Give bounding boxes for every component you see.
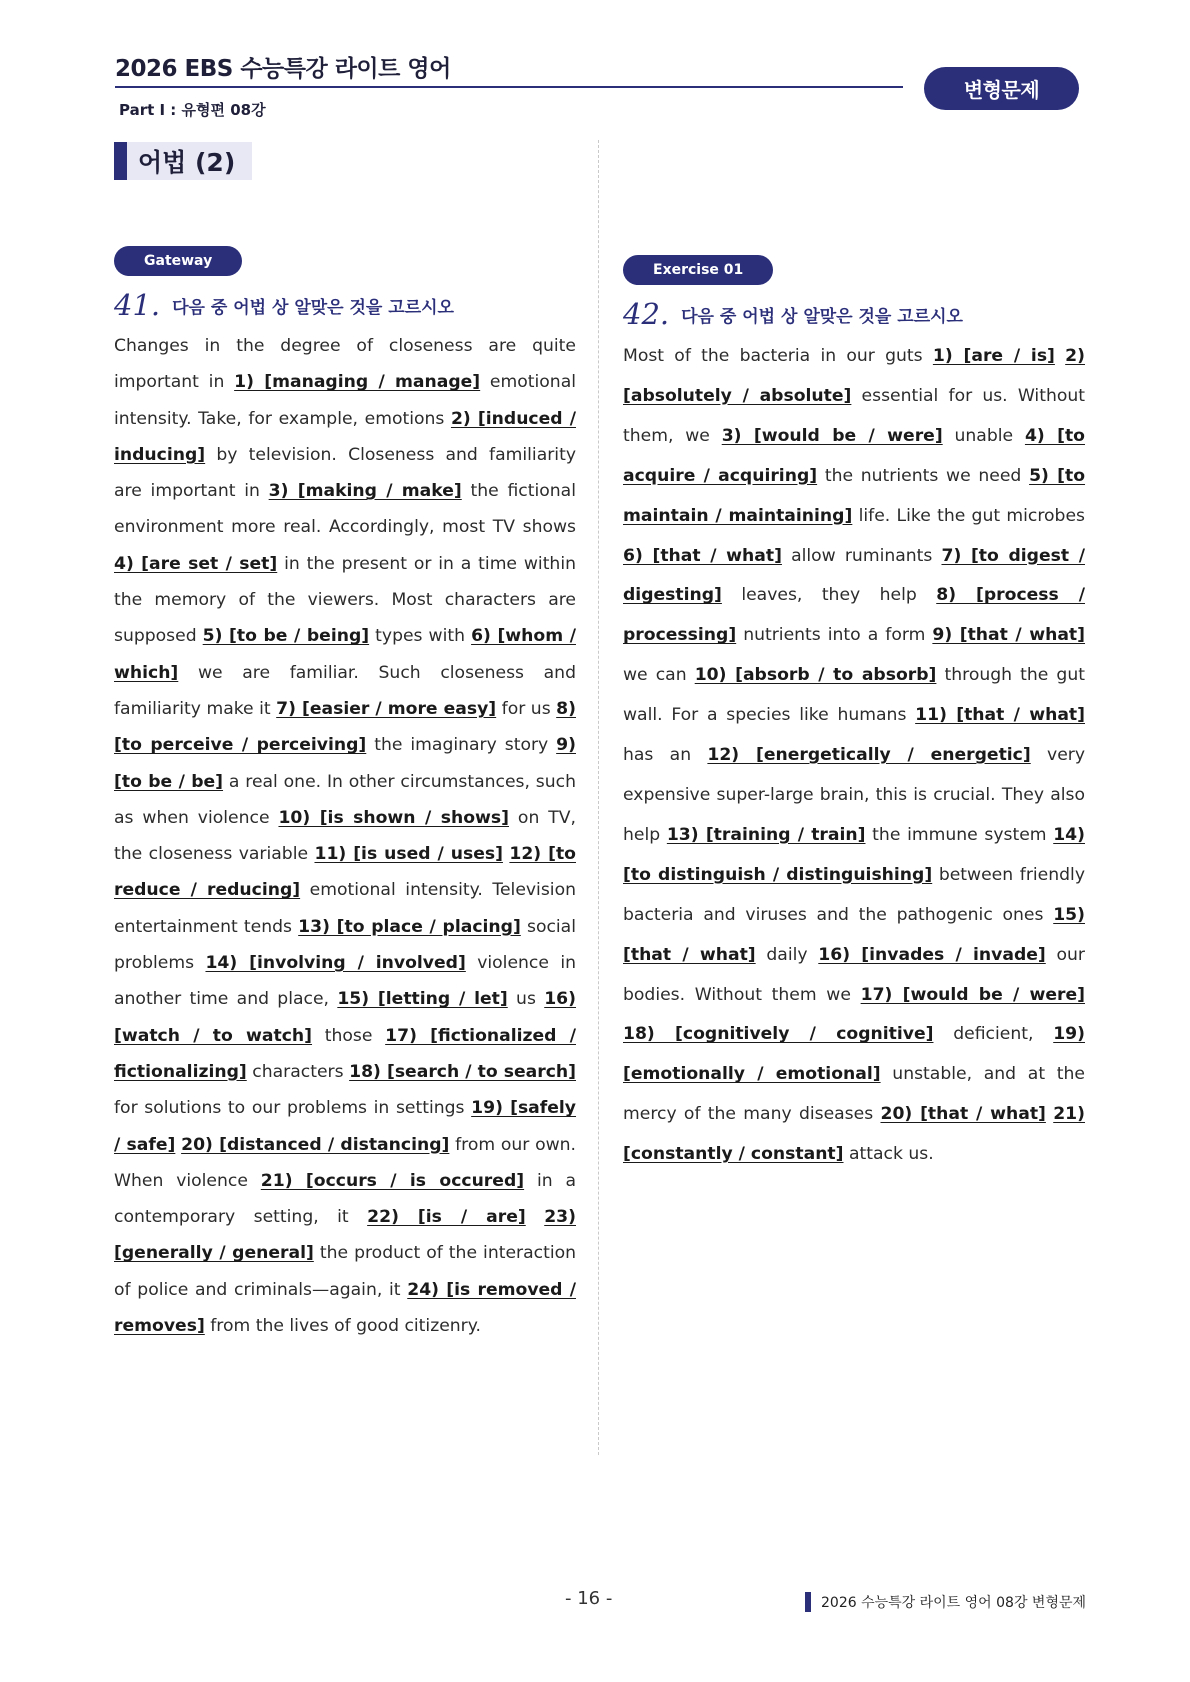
passage-fragment [526,1207,544,1227]
document-subtitle: Part Ⅰ : 유형편 08강 [119,101,266,119]
header-rule [115,86,903,88]
passage-fragment: has an [623,745,708,766]
answer-choice-blank: 16) [watch / to watch] [114,989,576,1046]
answer-choice-blank: 7) [to digest / digesting] [623,545,1085,606]
answer-choice-blank: 21) [constantly / constant] [623,1104,1085,1165]
passage-fragment: nutrients into a form [736,625,933,646]
passage-fragment: Changes in the degree of closeness are quite important in [114,336,576,393]
passage-fragment [1055,346,1065,366]
answer-choice-blank: 10) [absorb / to absorb] [694,665,937,686]
answer-choice-blank: 10) [is shown / shows] [278,807,509,828]
answer-choice-blank: 1) [managing / manage] [234,372,481,393]
answer-choice-blank: 9) [that / what] [932,625,1086,646]
passage-fragment: from our own. When violence [114,1134,576,1191]
answer-choice-blank: 6) [that / what] [623,545,782,566]
answer-choice-blank: 17) [would be / were] [860,984,1085,1005]
answer-choice-blank: 9) [to be / be] [114,735,576,792]
answer-choice-blank: 3) [would be / were] [721,425,943,446]
answer-choice-blank: 20) [distanced / distancing] [181,1134,450,1155]
passage-fragment: for us [496,698,557,719]
question-header [114,282,576,320]
answer-choice-blank: 19) [emotionally / emotional] [623,1024,1085,1085]
section-heading-bar [114,142,127,180]
passage-fragment: the nutrients we need [817,465,1030,486]
passage-fragment: deficient, [933,1024,1054,1045]
answer-choice-blank: 5) [to be / being] [202,626,370,647]
question-42 [623,255,1085,1175]
answer-choice-blank: 22) [is / are] [367,1207,526,1228]
answer-choice-blank: 2) [absolutely / absolute] [623,346,1085,406]
passage-fragment: violence in another time and place, [114,953,577,1010]
passage-fragment: life. Like the gut microbes [852,505,1085,526]
answer-choice-blank: 3) [making / make] [268,481,462,502]
answer-choice-blank: 11) [that / what] [915,705,1085,726]
answer-choice-blank: 15) [that / what] [623,904,1085,965]
passage-fragment: our bodies. Without them we [623,944,1085,1005]
answer-choice-blank: 5) [to maintain / maintaining] [623,465,1086,526]
passage-fragment: allow ruminants [781,545,942,566]
answer-choice-blank: 13) [training / train] [666,824,866,845]
answer-choice-blank: 1) [are / is] [932,346,1055,366]
answer-choice-blank: 13) [to place / placing] [298,916,521,937]
answer-choice-blank: 18) [cognitively / cognitive] [623,1024,934,1045]
question-41 [114,246,576,1344]
passage-fragment: characters [246,1061,350,1082]
passage-fragment: between friendly bacteria and viruses and the pathogenic ones [623,864,1085,925]
passage-fragment: emotional intensity. Television entertainment tends [114,880,576,937]
passage-fragment: we can [623,665,695,686]
answer-choice-blank: 21) [occurs / is occured] [260,1170,525,1191]
passage-fragment: by television. Closeness and familiarity are important in [114,444,576,502]
page-number: - 16 - [565,1588,613,1609]
answer-choice-blank: 8) [to perceive / perceiving] [114,698,576,756]
question-instruction: 다음 중 어법 상 알맞은 것을 고르시오 [681,307,963,327]
answer-choice-blank: 8) [process / processing] [623,585,1085,646]
answer-choice-blank: 14) [involving / involved] [205,953,466,974]
passage-fragment: we are familiar. Such closeness and familiarity make it [114,662,576,719]
answer-choice-blank: 6) [whom / which] [114,626,576,683]
answer-choice-blank: 2) [induced / inducing] [114,408,576,465]
passage-fragment: social problems [114,916,576,974]
section-heading-text: 어법 (2) [138,148,236,177]
passage-fragment: attack us. [843,1144,934,1165]
passage-fragment: Most of the bacteria in our guts [623,346,933,366]
footer-label [805,1592,1086,1612]
document-title: 2026 EBS 수능특강 라이트 영어 [115,56,451,82]
passage-fragment: the product of the interaction of police and criminals—again, it [114,1243,576,1300]
passage-text [114,328,576,1344]
passage-fragment: unstable, and at the mercy of the many diseases [623,1064,1085,1125]
answer-choice-blank: 12) [energetically / energetic] [707,745,1031,766]
passage-fragment: on TV, the closeness variable [114,807,576,865]
passage-fragment: the imaginary story [366,735,557,756]
footer-text: 2026 수능특강 라이트 영어 08강 변형문제 [821,1595,1087,1611]
answer-choice-blank: 20) [that / what] [880,1104,1046,1125]
passage-fragment: a real one. In other circumstances, such as when violence [114,771,576,828]
question-number: 41. [114,288,161,322]
exercise-badge: Exercise 01 [623,255,773,285]
answer-choice-blank: 14) [to distinguish / distinguishing] [623,824,1085,885]
passage-fragment: in a contemporary setting, it [114,1170,576,1228]
passage-fragment: for solutions to our problems in settings [114,1098,472,1119]
answer-choice-blank: 4) [are set / set] [114,553,278,574]
passage-fragment: from the lives of good citizenry. [204,1316,481,1337]
section-heading [114,142,252,180]
answer-choice-blank: 4) [to acquire / acquiring] [623,425,1085,486]
footer-bar [805,1592,811,1612]
passage-fragment: very expensive super-large brain, this is crucial. They also help [623,745,1086,845]
question-number: 42. [623,297,670,331]
answer-choice-blank: 11) [is used / uses] [314,844,503,865]
answer-choice-blank: 24) [is removed / removes] [114,1279,576,1337]
question-instruction: 다음 중 어법 상 알맞은 것을 고르시오 [172,298,454,318]
gateway-badge: Gateway [114,246,242,276]
answer-choice-blank: 19) [safely / safe] [114,1098,577,1155]
answer-choice-blank: 17) [fictionalized / fictionalizing] [114,1025,576,1082]
passage-fragment: us [507,989,545,1010]
answer-choice-blank: 12) [to reduce / reducing] [114,844,576,901]
answer-choice-blank: 15) [letting / let] [337,989,508,1010]
document-type-badge: 변형문제 [924,67,1079,110]
passage-fragment: the immune system [865,824,1054,845]
passage-fragment: those [312,1025,386,1046]
passage-fragment: leaves, they help [721,585,937,606]
passage-fragment: emotional intensity. Take, for example, emotions [114,372,577,429]
passage-fragment: through the gut wall. For a species like humans [623,665,1085,726]
column-divider [598,140,599,1455]
answer-choice-blank: 16) [invades / invade] [818,944,1046,965]
answer-choice-blank: 23) [generally / general] [114,1207,576,1264]
answer-choice-blank: 7) [easier / more easy] [276,698,497,719]
passage-fragment: unable [942,425,1025,446]
passage-fragment: the fictional environment more real. Accordingly, most TV shows [114,481,576,538]
question-header [623,291,1085,329]
passage-fragment: daily [755,944,819,965]
passage-fragment: in the present or in a time within the memory of the viewers. Most characters are supposed [114,553,576,647]
passage-fragment: essential for us. Without them, we [623,385,1085,446]
answer-choice-blank: 18) [search / to search] [349,1061,576,1082]
passage-text [623,337,1085,1175]
passage-fragment: types with [369,626,472,647]
